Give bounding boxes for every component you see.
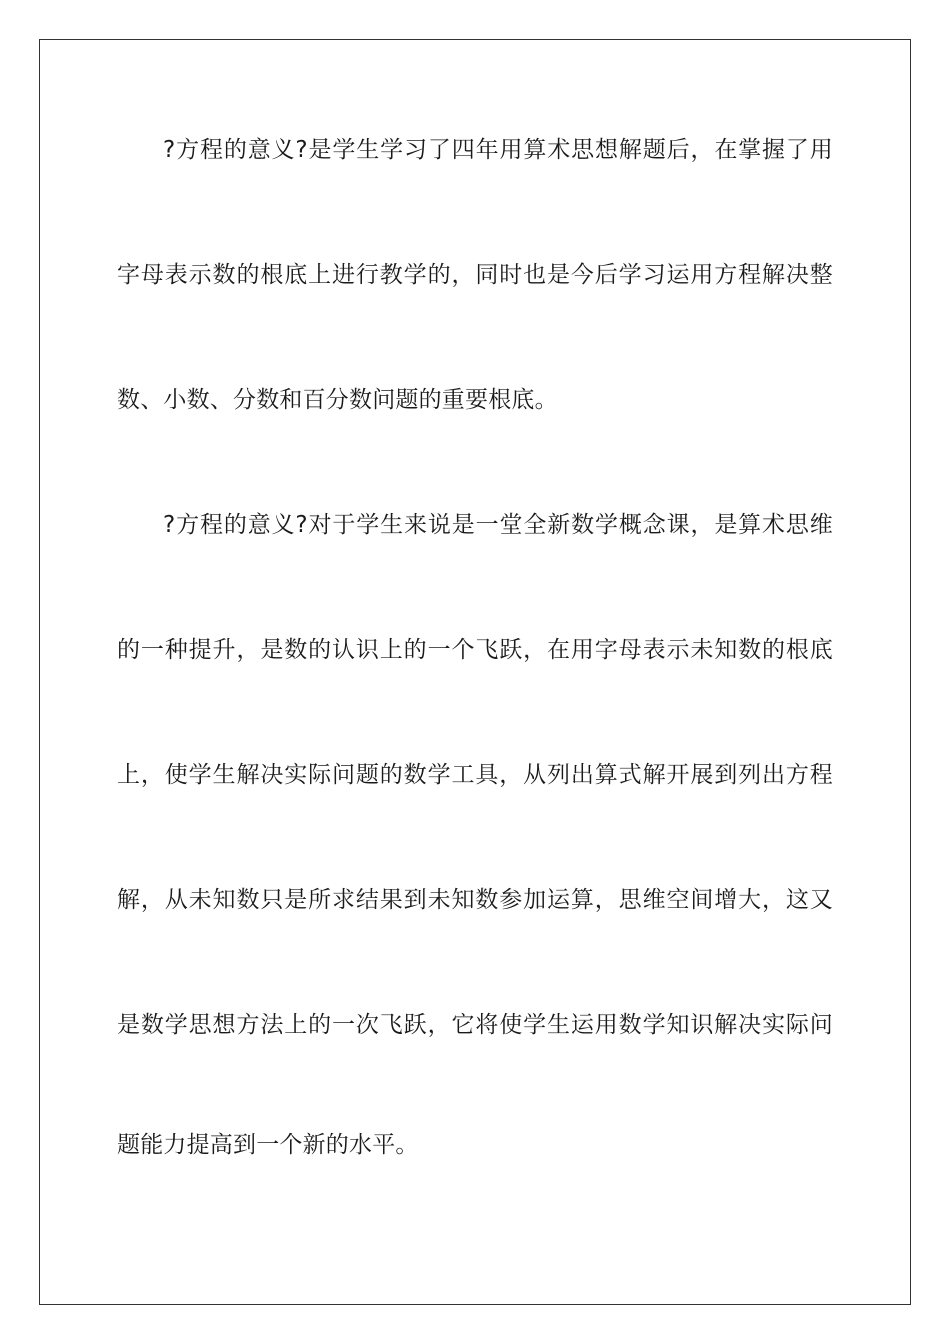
paragraph-line: 上，使学生解决实际问题的数学工具，从列出算式解开展到列出方程 <box>117 762 833 788</box>
paragraph-line: ?方程的意义?对于学生来说是一堂全新数学概念课，是算术思维 <box>163 512 833 538</box>
paragraph-line: 字母表示数的根底上进行教学的，同时也是今后学习运用方程解决整 <box>117 262 833 288</box>
paragraph-line: 的一种提升，是数的认识上的一个飞跃，在用字母表示未知数的根底 <box>117 637 833 663</box>
paragraph-line: ?方程的意义?是学生学习了四年用算术思想解题后，在掌握了用 <box>163 137 833 163</box>
paragraph-line: 解，从未知数只是所求结果到未知数参加运算，思维空间增大，这又 <box>117 887 833 913</box>
paragraph-line: 题能力提高到一个新的水平。 <box>117 1132 419 1158</box>
paragraph-line: 数、小数、分数和百分数问题的重要根底。 <box>117 387 558 413</box>
page-border <box>39 39 911 1305</box>
paragraph-line: 是数学思想方法上的一次飞跃，它将使学生运用数学知识解决实际问 <box>117 1012 833 1038</box>
